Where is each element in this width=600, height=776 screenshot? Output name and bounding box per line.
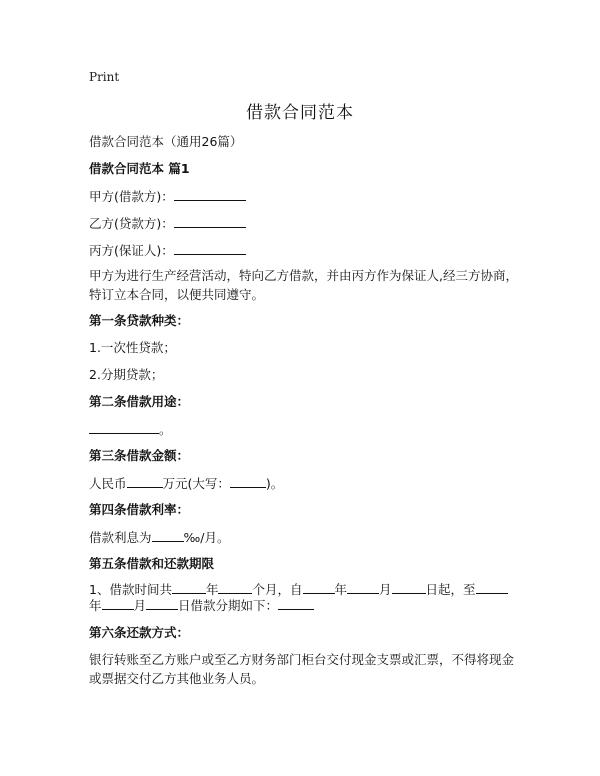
article3-blank-amount bbox=[127, 475, 163, 488]
article5-line2 bbox=[89, 597, 314, 614]
party-a-label: 甲方(借款方)： bbox=[89, 189, 174, 204]
article4-prefix: 借款利息为 bbox=[89, 530, 152, 545]
article5-text-h: 月 bbox=[133, 598, 147, 613]
article5-blank-months bbox=[218, 581, 252, 594]
article5-blank-end-year-lead bbox=[476, 581, 508, 594]
document-subtitle: 借款合同范本（通用26篇） bbox=[89, 134, 243, 149]
article4-blank bbox=[152, 529, 184, 542]
article6-heading: 第六条还款方式： bbox=[89, 625, 190, 640]
article4-end: ‰/月。 bbox=[183, 530, 230, 545]
party-b-label: 乙方(贷款方)： bbox=[89, 216, 174, 231]
party-a-line bbox=[89, 188, 246, 205]
article2-blank bbox=[89, 421, 159, 434]
article5-text-i: 日借款分期如下： bbox=[178, 598, 279, 613]
article5-blank-start-month bbox=[347, 581, 379, 594]
article5-text-c: 个月，自 bbox=[252, 582, 303, 597]
document-title: 借款合同范本 bbox=[246, 103, 354, 123]
article3-line bbox=[89, 475, 283, 492]
article1-heading: 第一条贷款种类： bbox=[89, 313, 190, 328]
article3-mid: 万元(大写： bbox=[162, 476, 230, 491]
article5-text-g: 年 bbox=[89, 598, 102, 613]
article3-blank-capital bbox=[230, 475, 266, 488]
party-c-blank bbox=[174, 242, 246, 255]
print-label: Print bbox=[89, 70, 120, 84]
article3-prefix: 人民币 bbox=[89, 476, 127, 491]
article6-paragraph: 银行转账至乙方账户或至乙方财务部门柜台交付现金支票或汇票，不得将现金或票据交付乙方其他业务人员。 bbox=[89, 652, 515, 686]
article5-line1 bbox=[89, 581, 508, 598]
article5-text-e: 月 bbox=[379, 582, 392, 597]
article2-heading: 第二条借款用途： bbox=[89, 394, 190, 409]
intro-paragraph: 甲方为进行生产经营活动，特向乙方借款，并由丙方作为保证人,经三方协商，特订立本合同，以便共同遵守。 bbox=[89, 268, 518, 302]
article5-blank-years bbox=[172, 581, 206, 594]
party-b-line bbox=[89, 215, 246, 232]
article5-blank-end-day bbox=[146, 597, 178, 610]
article5-text-f: 日起，至 bbox=[425, 582, 476, 597]
article3-end: )。 bbox=[265, 476, 284, 491]
article5-blank-start-year bbox=[303, 581, 335, 594]
section-heading: 借款合同范本 篇1 bbox=[89, 161, 190, 176]
party-c-line bbox=[89, 242, 246, 259]
article5-blank-end-month bbox=[102, 597, 134, 610]
party-b-blank bbox=[174, 215, 246, 228]
article5-blank-installments bbox=[278, 597, 314, 610]
article5-heading: 第五条借款和还款期限 bbox=[89, 556, 215, 571]
article1-item1: 1.一次性贷款； bbox=[89, 340, 176, 355]
article5-text-a: 1、借款时间共 bbox=[89, 582, 172, 597]
party-c-label: 丙方(保证人)： bbox=[89, 243, 174, 258]
article5-text-d: 年 bbox=[334, 582, 348, 597]
article1-item2: 2.分期贷款； bbox=[89, 367, 164, 382]
article4-line bbox=[89, 529, 230, 546]
article2-line bbox=[89, 421, 172, 438]
article5-blank-start-day bbox=[392, 581, 426, 594]
article3-heading: 第三条借款金额： bbox=[89, 448, 190, 463]
article4-heading: 第四条借款利率： bbox=[89, 502, 190, 517]
party-a-blank bbox=[174, 188, 246, 201]
article5-text-b: 年 bbox=[205, 582, 219, 597]
article2-end: 。 bbox=[159, 422, 172, 437]
